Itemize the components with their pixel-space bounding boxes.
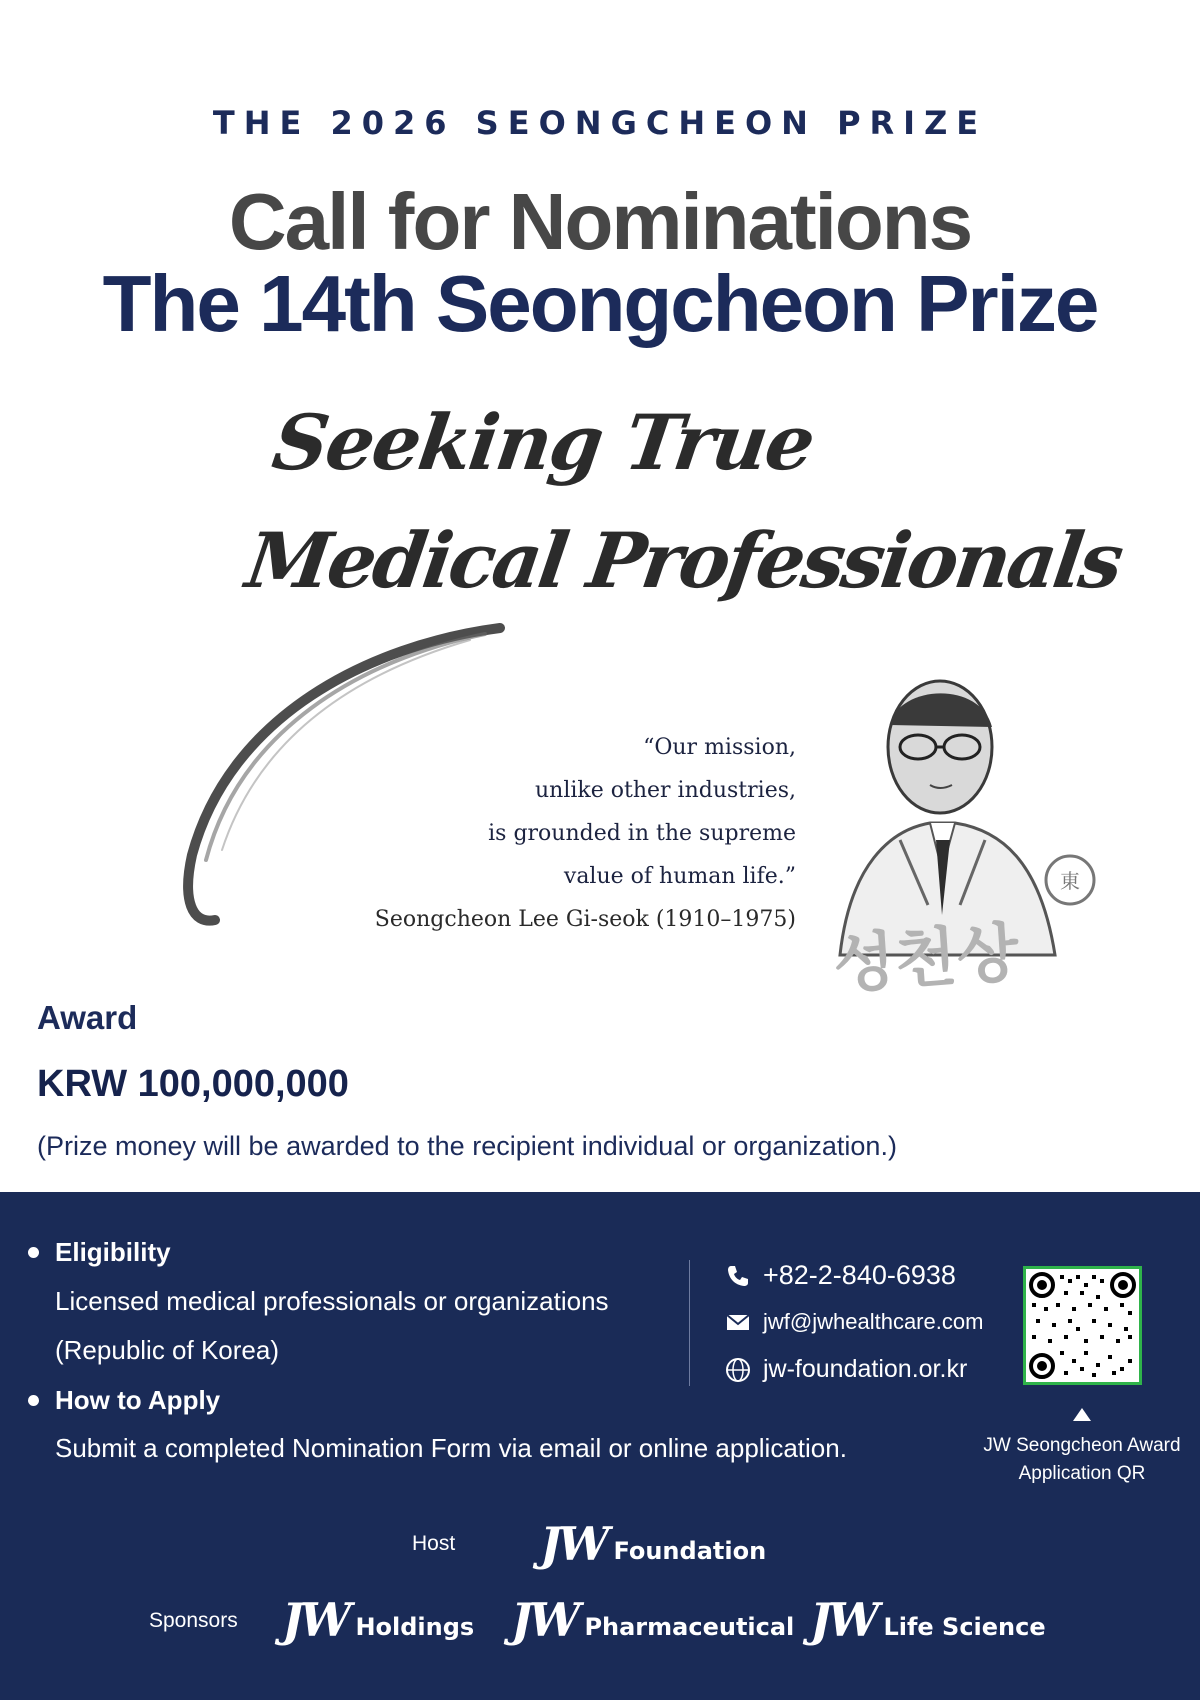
host-label: Host (412, 1532, 456, 1555)
headline-call-for-nominations: Call for Nominations (228, 177, 972, 266)
email-address: jwf@jwhealthcare.com (763, 1309, 984, 1334)
signature-korean: 성천상 (830, 916, 1022, 1003)
award-amount: KRW 100,000,000 (37, 1063, 349, 1105)
qr-caption (970, 1432, 1194, 1488)
info-footer (0, 1192, 1200, 1700)
how-to-apply-text: Submit a completed Nomination Form via email or online application. (55, 1433, 847, 1463)
host-name: Foundation (613, 1537, 767, 1565)
quote-line: “Our mission, (643, 735, 796, 760)
bullet-icon (28, 1247, 39, 1258)
sponsors-label: Sponsors (149, 1609, 238, 1632)
jw-logo-mark: JW (540, 1517, 606, 1571)
application-qr-code[interactable] (1023, 1266, 1142, 1385)
quote-line: is grounded in the supreme (488, 821, 796, 846)
phone-icon (725, 1263, 751, 1289)
founder-portrait (820, 655, 1120, 1005)
contact-divider (689, 1260, 690, 1386)
jw-logo-mark: JW (511, 1593, 577, 1647)
eyebrow-title: THE 2026 SEONGCHEON PRIZE (212, 104, 988, 142)
sponsor-logo-jw-life-science (810, 1593, 1046, 1647)
qr-pointer-icon (1073, 1408, 1091, 1421)
jw-logo-mark: JW (810, 1593, 876, 1647)
svg-text:東: 東 (1060, 869, 1080, 893)
headline-prize-title: The 14th Seongcheon Prize (102, 259, 1098, 348)
how-to-apply-title: How to Apply (55, 1385, 221, 1415)
bullet-icon (28, 1395, 39, 1406)
calligraphy-line-2: Medical Professionals (240, 516, 1126, 605)
contact-email[interactable] (725, 1309, 983, 1335)
contact-phone[interactable] (725, 1260, 956, 1291)
host-logo-jw-foundation (540, 1517, 767, 1571)
mail-icon (725, 1309, 751, 1335)
sponsor-logo-jw-holdings (282, 1593, 475, 1647)
sponsor-name: Life Science (883, 1613, 1046, 1641)
sponsor-name: Pharmaceutical (584, 1613, 795, 1641)
eligibility-text: (Republic of Korea) (55, 1335, 279, 1365)
website-url: jw-foundation.or.kr (763, 1355, 968, 1383)
quote-line: unlike other industries, (535, 778, 796, 803)
qr-caption-line: JW Seongcheon Award (983, 1435, 1181, 1456)
globe-icon (725, 1357, 751, 1383)
eligibility-text: Licensed medical professionals or organizations (55, 1286, 609, 1316)
founder-quote (375, 726, 796, 941)
qr-code-icon (1026, 1269, 1139, 1382)
qr-caption-line: Application QR (1018, 1463, 1146, 1484)
quote-line: value of human life.” (563, 864, 796, 889)
sponsor-logo-jw-pharmaceutical (511, 1593, 795, 1647)
eligibility-title: Eligibility (55, 1237, 171, 1267)
jw-logo-mark: JW (282, 1593, 348, 1647)
quote-attribution: Seongcheon Lee Gi-seok (1910–1975) (374, 907, 796, 932)
phone-number: +82-2-840-6938 (763, 1260, 956, 1290)
award-note: (Prize money will be awarded to the recipient individual or organization.) (37, 1131, 897, 1161)
contact-website[interactable] (725, 1355, 967, 1384)
calligraphy-line-1: Seeking True (267, 398, 819, 487)
sponsor-name: Holdings (355, 1613, 475, 1641)
award-label: Award (37, 999, 138, 1036)
